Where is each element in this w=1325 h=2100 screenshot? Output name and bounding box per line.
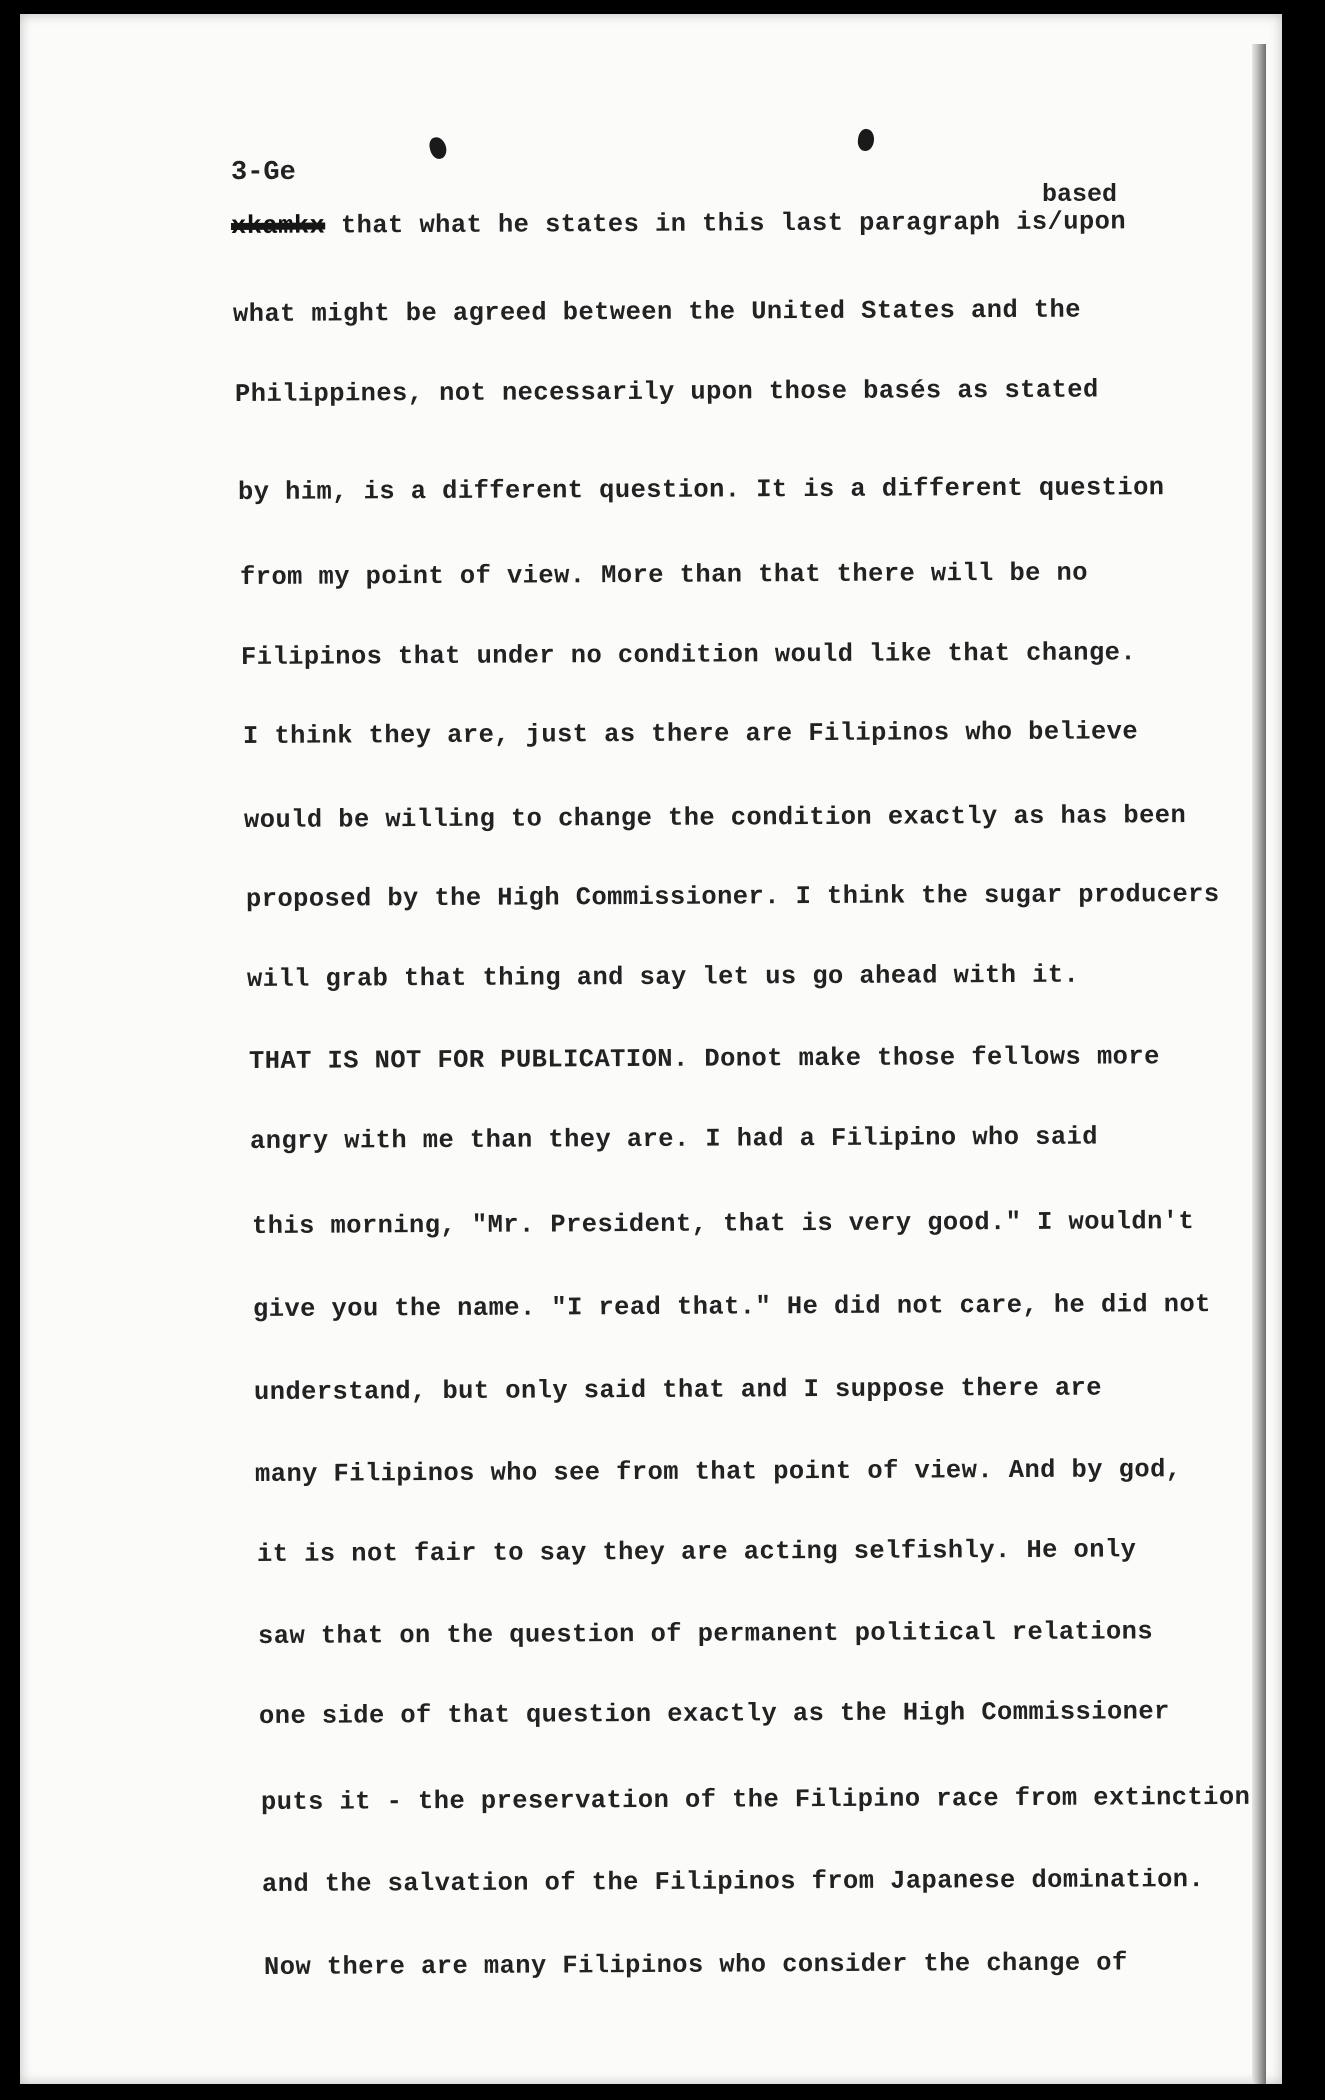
text-line: puts it - the preservation of the Filipino race from extinction xyxy=(260,1782,1251,1817)
text-line: many Filipinos who see from that point of view. And by god, xyxy=(254,1455,1182,1489)
text-line: Philippines, not necessarily upon those basés as stated xyxy=(234,375,1099,409)
punch-hole xyxy=(856,128,876,152)
line-text: that what he states in this last paragraph is/upon xyxy=(340,207,1127,241)
text-line: will grab that thing and say let us go ahead with it. xyxy=(246,960,1080,994)
text-line: Filipinos that under no condition would like that change. xyxy=(240,638,1137,672)
text-line: would be willing to change the condition exactly as has been xyxy=(243,801,1187,835)
punch-hole xyxy=(427,135,448,160)
text-line: one side of that question exactly as the High Commissioner xyxy=(258,1697,1170,1731)
text-line: Now there are many Filipinos who consider the change of xyxy=(263,1948,1128,1982)
struck-word: xkamkx xyxy=(230,211,326,241)
interlinear-insertion: based xyxy=(1042,180,1118,209)
text-line: and the salvation of the Filipinos from Japanese domination. xyxy=(261,1865,1205,1899)
text-line: saw that on the question of permanent political relations xyxy=(257,1617,1154,1651)
text-line: I think they are, just as there are Filipinos who believe xyxy=(242,717,1139,751)
text-line: it is not fair to say they are acting selfishly. He only xyxy=(256,1535,1137,1569)
page-edge xyxy=(1252,44,1266,2084)
page-identifier: 3-Ge xyxy=(231,158,296,188)
text-line: proposed by the High Commissioner. I think the sugar producers xyxy=(245,879,1220,914)
text-line xyxy=(231,207,1126,241)
text-line: by him, is a different question. It is a different question xyxy=(237,473,1165,507)
text-line: what might be agreed between the United States and the xyxy=(232,295,1082,329)
text-line: THAT IS NOT FOR PUBLICATION. Donot make those fellows more xyxy=(248,1042,1160,1076)
text-line: give you the name. "I read that." He did not care, he did not xyxy=(252,1289,1211,1324)
text-line: understand, but only said that and I suppose there are xyxy=(253,1373,1103,1407)
text-line: from my point of view. More than that there will be no xyxy=(239,558,1089,592)
text-line: angry with me than they are. I had a Filipino who said xyxy=(249,1122,1099,1156)
text-line: this morning, "Mr. President, that is very good." I wouldn't xyxy=(251,1207,1195,1241)
